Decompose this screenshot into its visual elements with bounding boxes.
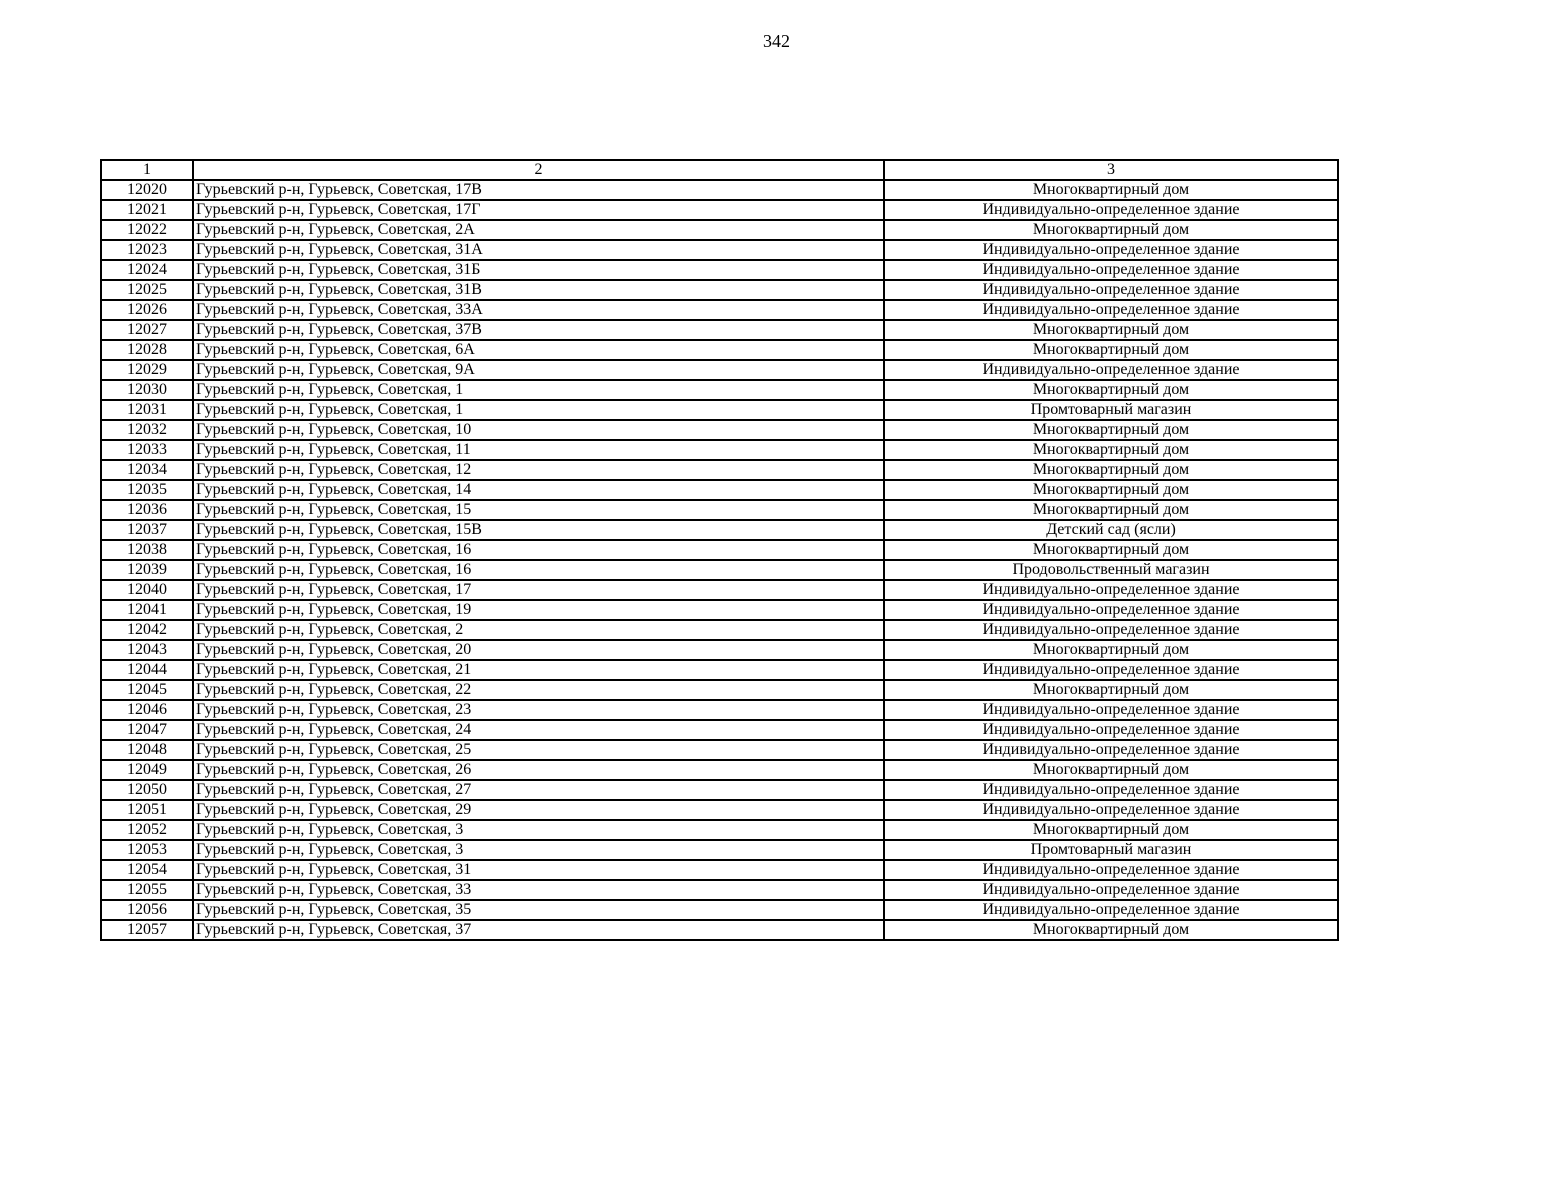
row-number: 12040 xyxy=(101,580,193,600)
row-building-type: Индивидуально-определенное здание xyxy=(884,800,1338,820)
row-building-type: Многоквартирный дом xyxy=(884,640,1338,660)
table-row xyxy=(101,600,1338,620)
row-building-type: Индивидуально-определенное здание xyxy=(884,700,1338,720)
table-row xyxy=(101,720,1338,740)
table-row xyxy=(101,800,1338,820)
table-row xyxy=(101,520,1338,540)
table-row xyxy=(101,840,1338,860)
row-address: Гурьевский р-н, Гурьевск, Советская, 15 xyxy=(193,500,884,520)
row-number: 12042 xyxy=(101,620,193,640)
row-address: Гурьевский р-н, Гурьевск, Советская, 37В xyxy=(193,320,884,340)
row-building-type: Индивидуально-определенное здание xyxy=(884,240,1338,260)
property-table xyxy=(100,159,1339,941)
table-row xyxy=(101,500,1338,520)
row-building-type: Индивидуально-определенное здание xyxy=(884,260,1338,280)
table-row xyxy=(101,300,1338,320)
row-building-type: Промтоварный магазин xyxy=(884,400,1338,420)
row-number: 12051 xyxy=(101,800,193,820)
row-building-type: Многоквартирный дом xyxy=(884,760,1338,780)
row-number: 12029 xyxy=(101,360,193,380)
row-building-type: Индивидуально-определенное здание xyxy=(884,900,1338,920)
row-number: 12057 xyxy=(101,920,193,940)
row-address: Гурьевский р-н, Гурьевск, Советская, 35 xyxy=(193,900,884,920)
row-address: Гурьевский р-н, Гурьевск, Советская, 31 xyxy=(193,860,884,880)
table-row xyxy=(101,680,1338,700)
row-address: Гурьевский р-н, Гурьевск, Советская, 2А xyxy=(193,220,884,240)
table-row xyxy=(101,540,1338,560)
row-building-type: Многоквартирный дом xyxy=(884,500,1338,520)
row-number: 12054 xyxy=(101,860,193,880)
row-address: Гурьевский р-н, Гурьевск, Советская, 19 xyxy=(193,600,884,620)
row-address: Гурьевский р-н, Гурьевск, Советская, 24 xyxy=(193,720,884,740)
row-address: Гурьевский р-н, Гурьевск, Советская, 1 xyxy=(193,400,884,420)
row-building-type: Многоквартирный дом xyxy=(884,180,1338,200)
row-building-type: Многоквартирный дом xyxy=(884,440,1338,460)
row-building-type: Многоквартирный дом xyxy=(884,420,1338,440)
table-row xyxy=(101,400,1338,420)
table-row xyxy=(101,280,1338,300)
table-row xyxy=(101,700,1338,720)
row-address: Гурьевский р-н, Гурьевск, Советская, 22 xyxy=(193,680,884,700)
table-row xyxy=(101,860,1338,880)
table-row xyxy=(101,420,1338,440)
header-col-3: 3 xyxy=(884,160,1338,180)
row-building-type: Многоквартирный дом xyxy=(884,220,1338,240)
row-address: Гурьевский р-н, Гурьевск, Советская, 21 xyxy=(193,660,884,680)
row-building-type: Многоквартирный дом xyxy=(884,480,1338,500)
row-number: 12028 xyxy=(101,340,193,360)
table-row xyxy=(101,320,1338,340)
row-building-type: Многоквартирный дом xyxy=(884,820,1338,840)
row-building-type: Индивидуально-определенное здание xyxy=(884,620,1338,640)
table-row xyxy=(101,260,1338,280)
table-header xyxy=(101,160,1338,180)
row-address: Гурьевский р-н, Гурьевск, Советская, 20 xyxy=(193,640,884,660)
row-address: Гурьевский р-н, Гурьевск, Советская, 3 xyxy=(193,840,884,860)
table-row xyxy=(101,220,1338,240)
header-col-2: 2 xyxy=(193,160,884,180)
row-building-type: Индивидуально-определенное здание xyxy=(884,580,1338,600)
row-number: 12039 xyxy=(101,560,193,580)
row-building-type: Индивидуально-определенное здание xyxy=(884,780,1338,800)
table-row xyxy=(101,200,1338,220)
row-number: 12038 xyxy=(101,540,193,560)
row-address: Гурьевский р-н, Гурьевск, Советская, 11 xyxy=(193,440,884,460)
row-address: Гурьевский р-н, Гурьевск, Советская, 17 xyxy=(193,580,884,600)
table-row xyxy=(101,240,1338,260)
table-row xyxy=(101,180,1338,200)
header-row xyxy=(101,160,1338,180)
table-row xyxy=(101,640,1338,660)
row-number: 12043 xyxy=(101,640,193,660)
row-building-type: Многоквартирный дом xyxy=(884,540,1338,560)
row-number: 12050 xyxy=(101,780,193,800)
row-number: 12034 xyxy=(101,460,193,480)
row-building-type: Индивидуально-определенное здание xyxy=(884,360,1338,380)
row-number: 12047 xyxy=(101,720,193,740)
row-number: 12031 xyxy=(101,400,193,420)
row-number: 12037 xyxy=(101,520,193,540)
row-address: Гурьевский р-н, Гурьевск, Советская, 10 xyxy=(193,420,884,440)
table-body xyxy=(101,180,1338,940)
row-address: Гурьевский р-н, Гурьевск, Советская, 17Г xyxy=(193,200,884,220)
row-address: Гурьевский р-н, Гурьевск, Советская, 2 xyxy=(193,620,884,640)
row-address: Гурьевский р-н, Гурьевск, Советская, 29 xyxy=(193,800,884,820)
row-number: 12053 xyxy=(101,840,193,860)
row-number: 12055 xyxy=(101,880,193,900)
row-address: Гурьевский р-н, Гурьевск, Советская, 12 xyxy=(193,460,884,480)
row-number: 12052 xyxy=(101,820,193,840)
row-address: Гурьевский р-н, Гурьевск, Советская, 14 xyxy=(193,480,884,500)
row-building-type: Индивидуально-определенное здание xyxy=(884,880,1338,900)
row-building-type: Многоквартирный дом xyxy=(884,460,1338,480)
row-building-type: Индивидуально-определенное здание xyxy=(884,720,1338,740)
row-address: Гурьевский р-н, Гурьевск, Советская, 27 xyxy=(193,780,884,800)
row-building-type: Индивидуально-определенное здание xyxy=(884,600,1338,620)
row-building-type: Индивидуально-определенное здание xyxy=(884,300,1338,320)
row-number: 12033 xyxy=(101,440,193,460)
row-address: Гурьевский р-н, Гурьевск, Советская, 23 xyxy=(193,700,884,720)
row-address: Гурьевский р-н, Гурьевск, Советская, 17В xyxy=(193,180,884,200)
row-number: 12021 xyxy=(101,200,193,220)
table-row xyxy=(101,880,1338,900)
row-address: Гурьевский р-н, Гурьевск, Советская, 9А xyxy=(193,360,884,380)
row-number: 12022 xyxy=(101,220,193,240)
row-address: Гурьевский р-н, Гурьевск, Советская, 31Б xyxy=(193,260,884,280)
row-building-type: Многоквартирный дом xyxy=(884,680,1338,700)
row-address: Гурьевский р-н, Гурьевск, Советская, 33 xyxy=(193,880,884,900)
row-number: 12044 xyxy=(101,660,193,680)
row-number: 12046 xyxy=(101,700,193,720)
row-number: 12056 xyxy=(101,900,193,920)
page-number: 342 xyxy=(763,31,790,51)
row-address: Гурьевский р-н, Гурьевск, Советская, 33А xyxy=(193,300,884,320)
row-number: 12020 xyxy=(101,180,193,200)
row-number: 12024 xyxy=(101,260,193,280)
row-address: Гурьевский р-н, Гурьевск, Советская, 15В xyxy=(193,520,884,540)
row-address: Гурьевский р-н, Гурьевск, Советская, 31В xyxy=(193,280,884,300)
row-building-type: Индивидуально-определенное здание xyxy=(884,280,1338,300)
row-building-type: Детский сад (ясли) xyxy=(884,520,1338,540)
row-number: 12036 xyxy=(101,500,193,520)
table-row xyxy=(101,560,1338,580)
table-row xyxy=(101,480,1338,500)
row-number: 12045 xyxy=(101,680,193,700)
row-number: 12030 xyxy=(101,380,193,400)
row-building-type: Многоквартирный дом xyxy=(884,380,1338,400)
row-address: Гурьевский р-н, Гурьевск, Советская, 3 xyxy=(193,820,884,840)
row-address: Гурьевский р-н, Гурьевск, Советская, 6А xyxy=(193,340,884,360)
row-building-type: Индивидуально-определенное здание xyxy=(884,740,1338,760)
header-col-1: 1 xyxy=(101,160,193,180)
row-number: 12048 xyxy=(101,740,193,760)
table-row xyxy=(101,920,1338,940)
row-building-type: Многоквартирный дом xyxy=(884,340,1338,360)
row-building-type: Продовольственный магазин xyxy=(884,560,1338,580)
row-number: 12025 xyxy=(101,280,193,300)
row-number: 12041 xyxy=(101,600,193,620)
row-building-type: Промтоварный магазин xyxy=(884,840,1338,860)
row-address: Гурьевский р-н, Гурьевск, Советская, 25 xyxy=(193,740,884,760)
row-address: Гурьевский р-н, Гурьевск, Советская, 31А xyxy=(193,240,884,260)
table-row xyxy=(101,620,1338,640)
table-row xyxy=(101,760,1338,780)
table-row xyxy=(101,440,1338,460)
row-address: Гурьевский р-н, Гурьевск, Советская, 1 xyxy=(193,380,884,400)
row-address: Гурьевский р-н, Гурьевск, Советская, 16 xyxy=(193,540,884,560)
row-building-type: Многоквартирный дом xyxy=(884,920,1338,940)
table-row xyxy=(101,780,1338,800)
table-row xyxy=(101,580,1338,600)
table-row xyxy=(101,820,1338,840)
table-row xyxy=(101,900,1338,920)
table-row xyxy=(101,740,1338,760)
row-address: Гурьевский р-н, Гурьевск, Советская, 16 xyxy=(193,560,884,580)
row-number: 12027 xyxy=(101,320,193,340)
row-building-type: Индивидуально-определенное здание xyxy=(884,860,1338,880)
row-number: 12032 xyxy=(101,420,193,440)
row-building-type: Индивидуально-определенное здание xyxy=(884,200,1338,220)
row-address: Гурьевский р-н, Гурьевск, Советская, 26 xyxy=(193,760,884,780)
row-number: 12049 xyxy=(101,760,193,780)
table-row xyxy=(101,460,1338,480)
row-building-type: Индивидуально-определенное здание xyxy=(884,660,1338,680)
table-row xyxy=(101,340,1338,360)
row-number: 12026 xyxy=(101,300,193,320)
table-row xyxy=(101,660,1338,680)
table-row xyxy=(101,360,1338,380)
row-number: 12023 xyxy=(101,240,193,260)
row-address: Гурьевский р-н, Гурьевск, Советская, 37 xyxy=(193,920,884,940)
row-number: 12035 xyxy=(101,480,193,500)
table-row xyxy=(101,380,1338,400)
row-building-type: Многоквартирный дом xyxy=(884,320,1338,340)
